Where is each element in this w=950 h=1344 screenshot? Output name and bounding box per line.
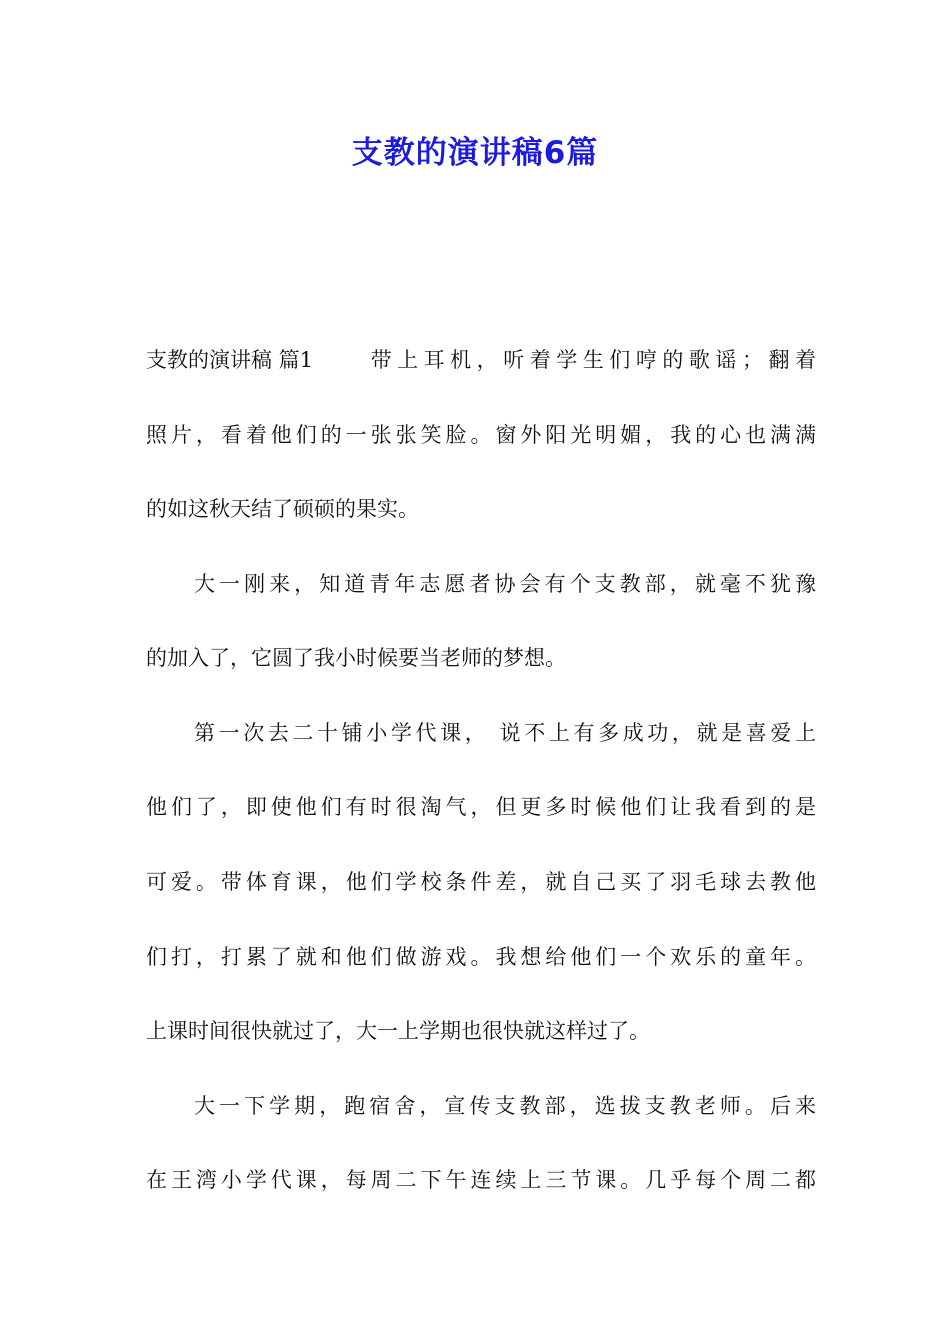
paragraph-line: 第一次去二十铺小学代课， 说不上有多成功，就是喜爱上 [194,721,816,745]
paragraph-line: 在王湾小学代课，每周二下午连续上三节课。几乎每个周二都 [146,1168,816,1192]
paragraph-line: 他们了，即使他们有时很淘气，但更多时候他们让我看到的是 [146,795,816,819]
document-title: 支教的演讲稿6篇 [351,135,599,171]
paragraph-line: 可爱。带体育课，他们学校条件差，就自己买了羽毛球去教他 [146,870,816,894]
paragraph-line [146,340,816,380]
paragraph-line: 大一刚来，知道青年志愿者协会有个支教部，就毫不犹豫 [194,572,816,596]
paragraph-line: 的如这秋天结了硕硕的果实。 [146,497,419,521]
paragraph-line: 上课时间很快就过了，大一上学期也很快就这样过了。 [146,1019,650,1043]
paragraph-text: 带上耳机，听着学生们哼的歌谣；翻着 [365,348,816,372]
paragraph-line: 们打，打累了就和他们做游戏。我想给他们一个欢乐的童年。 [146,945,816,969]
paragraph-line: 的加入了，它圆了我小时候要当老师的梦想。 [146,646,566,670]
paragraph-line: 照片，看着他们的一张张笑脸。窗外阳光明媚，我的心也满满 [146,423,816,447]
section-heading: 支教的演讲稿 篇1 [146,348,314,372]
paragraph-line: 大一下学期，跑宿舍，宣传支教部，选拔支教老师。后来 [194,1094,816,1118]
